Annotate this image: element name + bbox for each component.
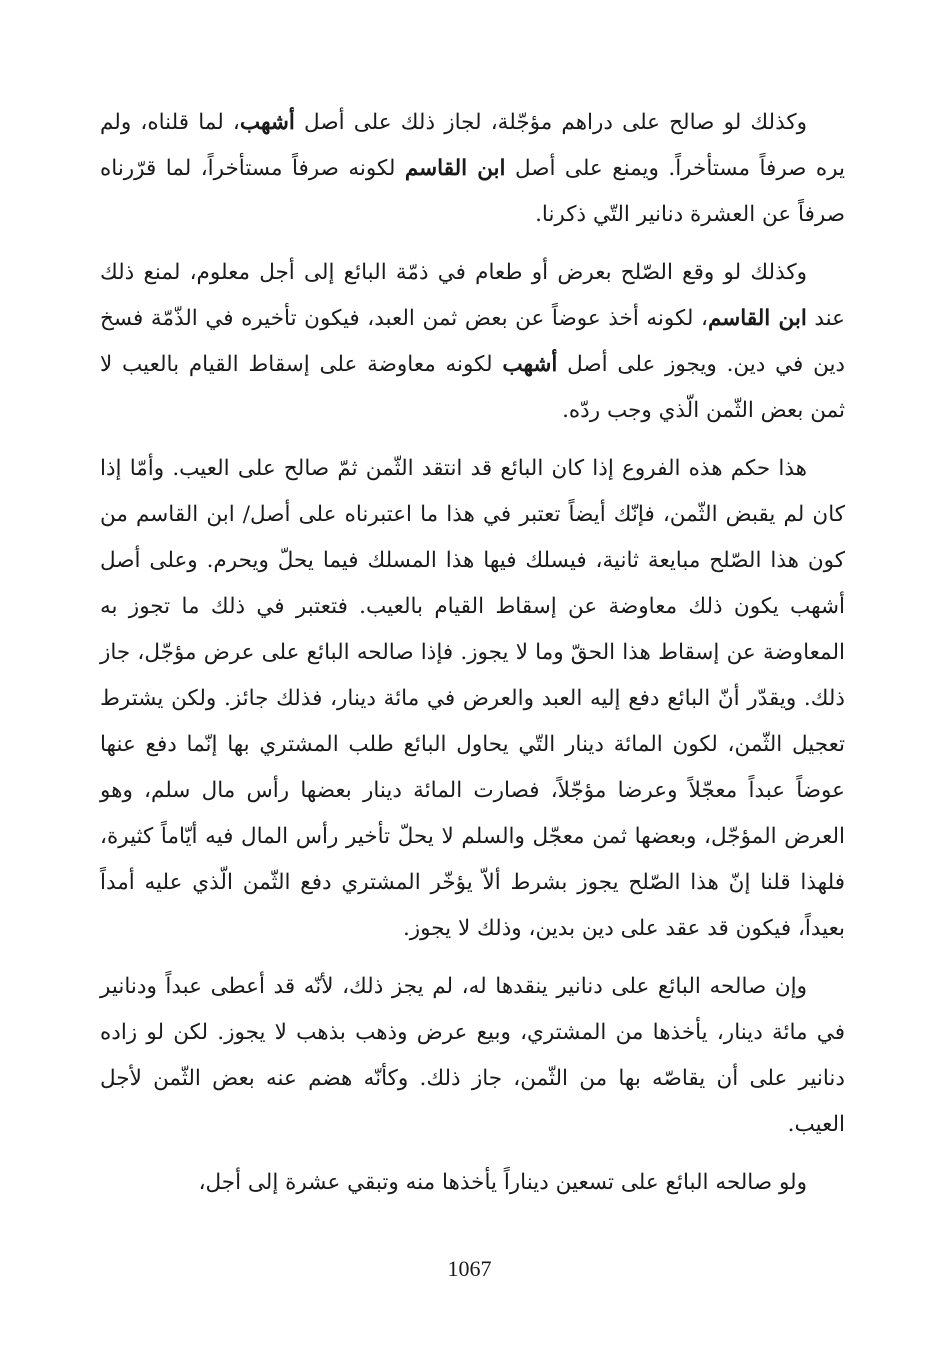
text-segment: وكذلك لو صالح على دراهم مؤجّلة، لجاز ذلك على أصل [294,110,807,135]
name-ashhab: أشهب [502,352,558,377]
page-number: 1067 [447,1256,492,1281]
paragraph-4 [100,964,845,1148]
paragraph-1 [100,100,845,238]
name-ibn-al-qasim: ابن القاسم [707,306,807,331]
name-ashhab: أشهب [239,110,295,135]
text-segment: وكذلك لو وقع الصّلح بعرض أو طعام في ذمّة البائع إلى أجل معلوم، لمنع ذلك عند [100,260,845,331]
paragraph-2 [100,250,845,434]
text-segment: ، لما قلناه، ولم يره صرفاً مستأخراً. ويمنع على أصل [100,110,845,181]
text-segment: ولو صالحه البائع على تسعين ديناراً يأخذها منه وتبقي عشرة إلى أجل، [198,1170,807,1195]
paragraph-3 [100,446,845,952]
text-segment: هذا حكم هذه الفروع إذا كان البائع قد انتقد الثّمن ثمّ صالح على العيب. وأمّا إذا كان لم يقبض الثّمن، فإنّك أيضاً تعتبر في هذا ما اعتبرناه على أصل/ ابن القاسم من كون هذا الصّلح مبايعة ثانية، فيسلك فيها هذا المسلك فيما يحلّ ويحرم. وعلى أصل أشهب يكون ذلك معاوضة عن إسقاط القيام بالعيب. فتعتبر في ذلك ما تجوز به المعاوضة عن إسقاط هذا الحقّ وما لا يجوز. فإذا صالحه البائع على عرض مؤجّل، جاز ذلك. ويقدّر أنّ البائع دفع إليه العبد والعرض في مائة دينار، فذلك جائز. ولكن يشترط تعجيل الثّمن، لكون المائة دينار التّي يحاول البائع طلب المشتري بها إنّما دفع عنها عوضاً عبداً معجّلاً وعرضا مؤجّلاً، فصارت المائة دينار بعضها رأس مال سلم، وهو العرض المؤجّل، وبعضها ثمن معجّل والسلم لا يحلّ تأخير رأس المال فيه أيّاماً كثيرة، فلهذا قلنا إنّ هذا الصّلح يجوز بشرط ألاّ يؤخّر المشتري دفع الثّمن الّذي عليه أمداً بعيداً، فيكون قد عقد على دين بدين، وذلك لا يجوز. [100,456,845,941]
text-segment: وإن صالحه البائع على دنانير ينقدها له، لم يجز ذلك، لأنّه قد أعطى عبداً ودنانير في مائة دينار، يأخذها من المشتري، وبيع عرض وذهب بذهب لا يجوز. لكن لو زاده دنانير على أن يقاصّه بها من الثّمن، جاز ذلك. وكأنّه هضم عنه بعض الثّمن لأجل العيب. [100,974,845,1137]
text-segment: لكونه معاوضة على إسقاط القيام بالعيب لا ثمن بعض الثّمن الّذي وجب ردّه. [100,352,845,423]
text-segment: ، لكونه أخذ عوضاً عن بعض ثمن العبد، فيكون تأخيره في الذّمّة فسخ دين في دين. ويجوز على أصل [100,306,845,377]
text-segment: لكونه صرفاً مستأخراً، لما قرّرناه صرفاً عن العشرة دنانير التّي ذكرنا. [100,156,845,227]
name-ibn-al-qasim: ابن القاسم [404,156,506,181]
paragraph-5 [100,1160,845,1206]
page-body [100,100,845,1250]
